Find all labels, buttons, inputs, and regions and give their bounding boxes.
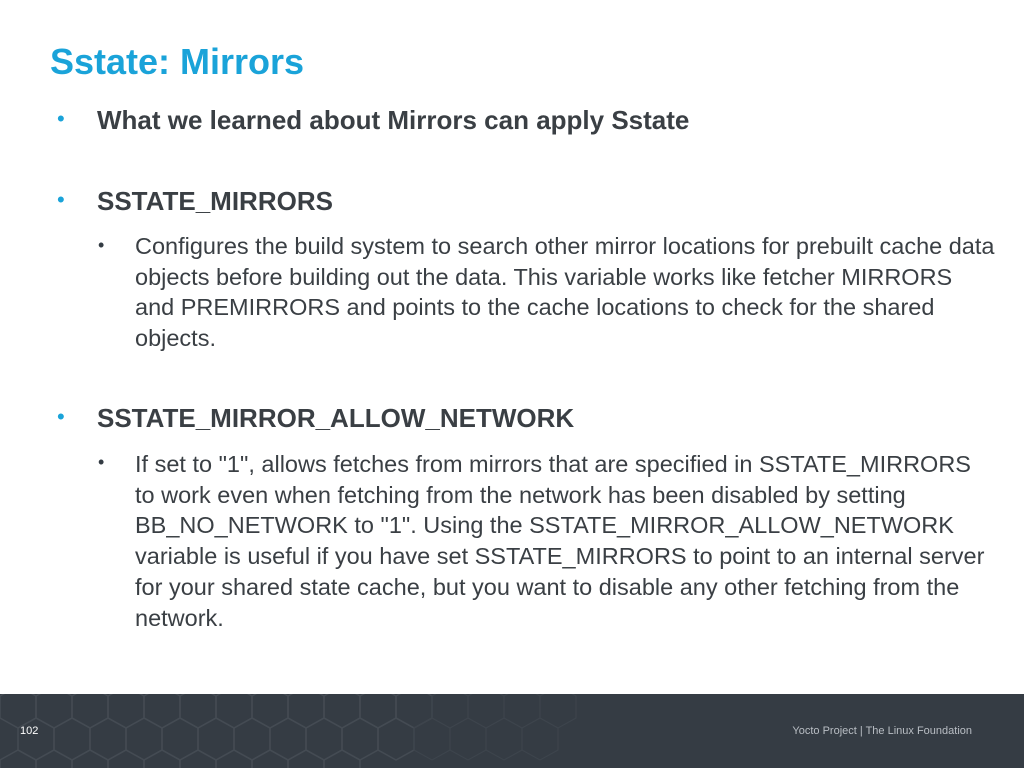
- bullet-heading: SSTATE_MIRRORS: [97, 186, 333, 216]
- sub-bullet-text: If set to "1", allows fetches from mirrors that are specified in SSTATE_MIRRORS to work even when fetching from the network has been disabled by setting BB_NO_NETWORK to "1". Using the SSTATE_MIRROR_ALLOW_NETWORK variable is useful if you have set SSTATE_MIRRORS to point to an internal server for your shared state cache, but you want to disable any other fetching from the network.: [135, 451, 985, 631]
- sub-bullet-text: Configures the build system to search other mirror locations for prebuilt cache data objects before building out the data. This variable works like fetcher MIRRORS and PREMIRRORS and points to the cache locations to check for the shared objects.: [135, 233, 995, 352]
- bullet-icon: •: [57, 404, 65, 429]
- footer-bar: [0, 694, 1024, 768]
- bullet-icon: •: [57, 106, 65, 131]
- page-number: 102: [20, 725, 39, 737]
- footer-credit: Yocto Project | The Linux Foundation: [792, 725, 972, 737]
- slide-title: Sstate: Mirrors: [50, 41, 305, 82]
- sub-bullet-icon: •: [98, 452, 105, 472]
- bullet-heading: SSTATE_MIRROR_ALLOW_NETWORK: [97, 403, 575, 433]
- bullet-icon: •: [57, 187, 65, 212]
- bullet-heading: What we learned about Mirrors can apply Sstate: [97, 105, 690, 135]
- sub-bullet-icon: •: [98, 235, 105, 255]
